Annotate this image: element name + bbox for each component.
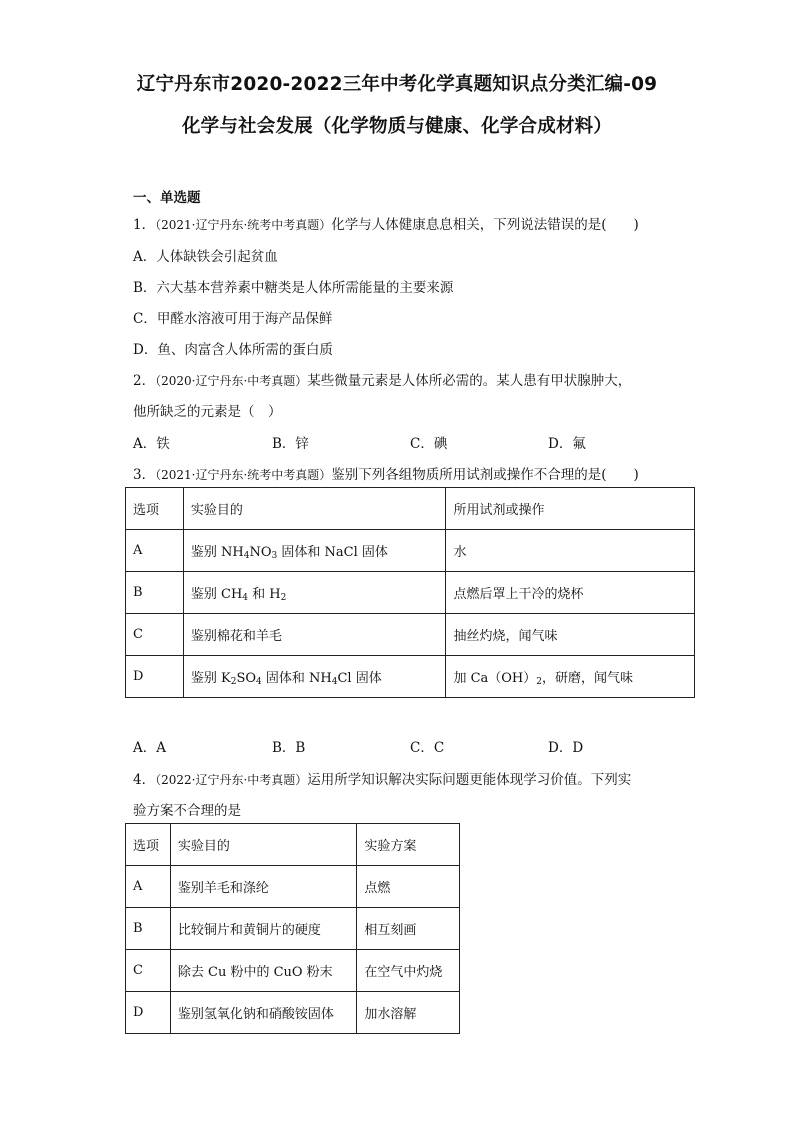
method-cell: 在空气中灼烧 [357, 950, 460, 992]
question-number: 4． [133, 772, 156, 788]
question-4-stem [133, 768, 631, 788]
goal-cell: 鉴别棉花和羊毛 [183, 614, 446, 656]
question-number: 1． [133, 217, 156, 233]
table-header-cell: 实验方案 [357, 824, 460, 866]
question-text: 运用所学知识解决实际问题更能体现学习价值。下列实 [307, 772, 632, 788]
q2-option-c: C．碘 [410, 436, 448, 452]
option-cell: B [126, 572, 184, 614]
method-cell: 点燃后罩上干冷的烧杯 [446, 572, 695, 614]
table-header-cell: 选项 [126, 488, 184, 530]
method-cell: 点燃 [357, 866, 460, 908]
question-text: 某些微量元素是人体所必需的。某人患有甲状腺肿大， [307, 373, 632, 389]
q1-option-c: C．甲醛水溶液可用于海产品保鲜 [133, 311, 333, 327]
table-header-cell: 实验目的 [183, 488, 446, 530]
q1-option-d: D．鱼、肉富含人体所需的蛋白质 [133, 342, 333, 358]
q4-table [125, 823, 460, 1034]
q3-option-d: D．D [548, 740, 584, 756]
question-number: 2． [133, 373, 156, 389]
question-2-stem-cont: 他所缺乏的元素是（ ） [133, 404, 282, 420]
goal-cell: 鉴别羊毛和涤纶 [170, 866, 356, 908]
table-header-row [126, 488, 695, 530]
table-row [126, 572, 695, 614]
table-row [126, 908, 460, 950]
goal-cell: 鉴别氢氧化钠和硝酸铵固体 [170, 992, 356, 1034]
option-cell: A [126, 866, 171, 908]
question-source: （2022·辽宁丹东·中考真题） [155, 773, 308, 787]
question-source: （2021·辽宁丹东·统考中考真题） [155, 468, 332, 482]
document-title-line2: 化学与社会发展（化学物质与健康、化学合成材料） [181, 116, 613, 137]
document-title-line1: 辽宁丹东市2020-2022三年中考化学真题知识点分类汇编-09 [136, 74, 658, 95]
section-heading: 一、单选题 [133, 190, 201, 206]
question-source: （2020·辽宁丹东·中考真题） [155, 374, 308, 388]
goal-cell: 比较铜片和黄铜片的硬度 [170, 908, 356, 950]
q2-option-d: D．氟 [548, 436, 586, 452]
table-header-row [126, 824, 460, 866]
q3-option-c: C．C [410, 740, 445, 756]
goal-cell: 鉴别 $CH_4$ 和 $H_2$ [183, 572, 446, 614]
table-header-cell: 实验目的 [170, 824, 356, 866]
question-4-stem-cont: 验方案不合理的是 [133, 803, 241, 819]
option-cell: A [126, 530, 184, 572]
option-cell: D [126, 656, 184, 698]
table-row [126, 530, 695, 572]
question-source: （2021·辽宁丹东·统考中考真题） [155, 218, 332, 232]
option-cell: C [126, 614, 184, 656]
q2-option-b: B．锌 [272, 436, 309, 452]
question-3-stem [133, 463, 639, 483]
q3-option-a: A．A [133, 740, 166, 756]
q3-table [125, 487, 695, 698]
table-row [126, 950, 460, 992]
option-cell: B [126, 908, 171, 950]
method-cell: 抽丝灼烧，闻气味 [446, 614, 695, 656]
method-cell: 加水溶解 [357, 992, 460, 1034]
table-header-cell: 所用试剂或操作 [446, 488, 695, 530]
question-2-stem [133, 369, 631, 389]
option-cell: C [126, 950, 171, 992]
method-cell: 相互刻画 [357, 908, 460, 950]
q2-option-a: A．铁 [133, 436, 170, 452]
method-cell: 加 $Ca(OH)_2$，研磨，闻气味 [446, 656, 695, 698]
q3-option-b: B．B [272, 740, 306, 756]
table-header-cell: 选项 [126, 824, 171, 866]
question-1-stem [133, 213, 639, 233]
goal-cell: 鉴别 $K_2SO_4$ 固体和 $NH_4Cl$ 固体 [183, 656, 446, 698]
question-text: 鉴别下列各组物质所用试剂或操作不合理的是( ) [331, 467, 639, 483]
q1-option-a: A．人体缺铁会引起贫血 [133, 249, 278, 265]
question-text: 化学与人体健康息息相关，下列说法错误的是( ) [331, 217, 639, 233]
goal-cell: 除去 Cu 粉中的 CuO 粉末 [170, 950, 356, 992]
method-cell: 水 [446, 530, 695, 572]
option-cell: D [126, 992, 171, 1034]
table-row [126, 992, 460, 1034]
goal-cell: 鉴别 $NH_4NO_3$ 固体和 NaCl 固体 [183, 530, 446, 572]
table-row [126, 866, 460, 908]
question-number: 3． [133, 467, 156, 483]
table-row [126, 656, 695, 698]
q1-option-b: B．六大基本营养素中糖类是人体所需能量的主要来源 [133, 280, 454, 296]
table-row [126, 614, 695, 656]
